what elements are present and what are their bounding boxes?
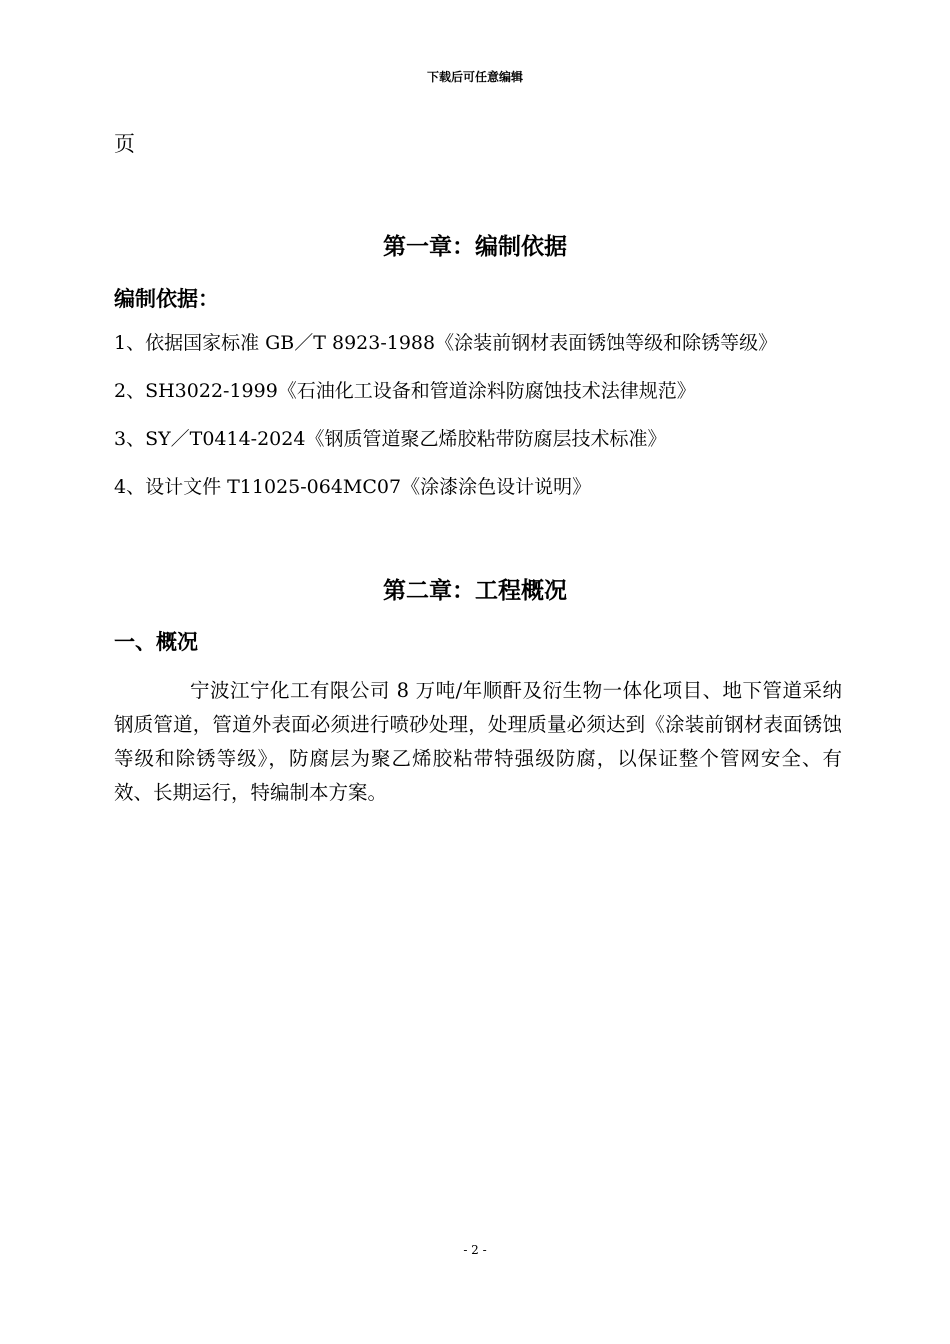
overview-heading: 一、概况 — [114, 630, 198, 654]
reference-item-2: 2、SH3022-1999《石油化工设备和管道涂料防腐蚀技术法律规范》 — [114, 380, 696, 402]
basis-heading: 编制依据： — [114, 287, 219, 311]
reference-item-4: 4、设计文件 T11025-064MC07《涂漆涂色设计说明》 — [114, 476, 592, 498]
overview-paragraph: 宁波江宁化工有限公司 8 万吨/年顺酐及衍生物一体化项目、地下管道采纳钢质管道，管道外表面必须进行喷砂处理，处理质量必须达到《涂装前钢材表面锈蚀等级和除锈等级》，防腐层为聚乙烯胶粘带特强级防腐，以保证整个管网安全、有效、长期运行，特编制本方案。 — [114, 679, 842, 804]
page-number: - 2 - — [463, 1243, 487, 1257]
reference-item-3: 3、SY／T0414-2024《钢质管道聚乙烯胶粘带防腐层技术标准》 — [114, 428, 667, 450]
header-note: 下载后可任意编辑 — [426, 70, 523, 84]
reference-item-1: 1、依据国家标准 GB／T 8923-1988《涂装前钢材表面锈蚀等级和除锈等级》 — [114, 332, 778, 354]
page-fragment-text: 页 — [114, 132, 135, 156]
chapter-1-title: 第一章：编制依据 — [383, 234, 567, 260]
chapter-2-title: 第二章：工程概况 — [383, 578, 567, 604]
reference-list — [114, 330, 840, 522]
